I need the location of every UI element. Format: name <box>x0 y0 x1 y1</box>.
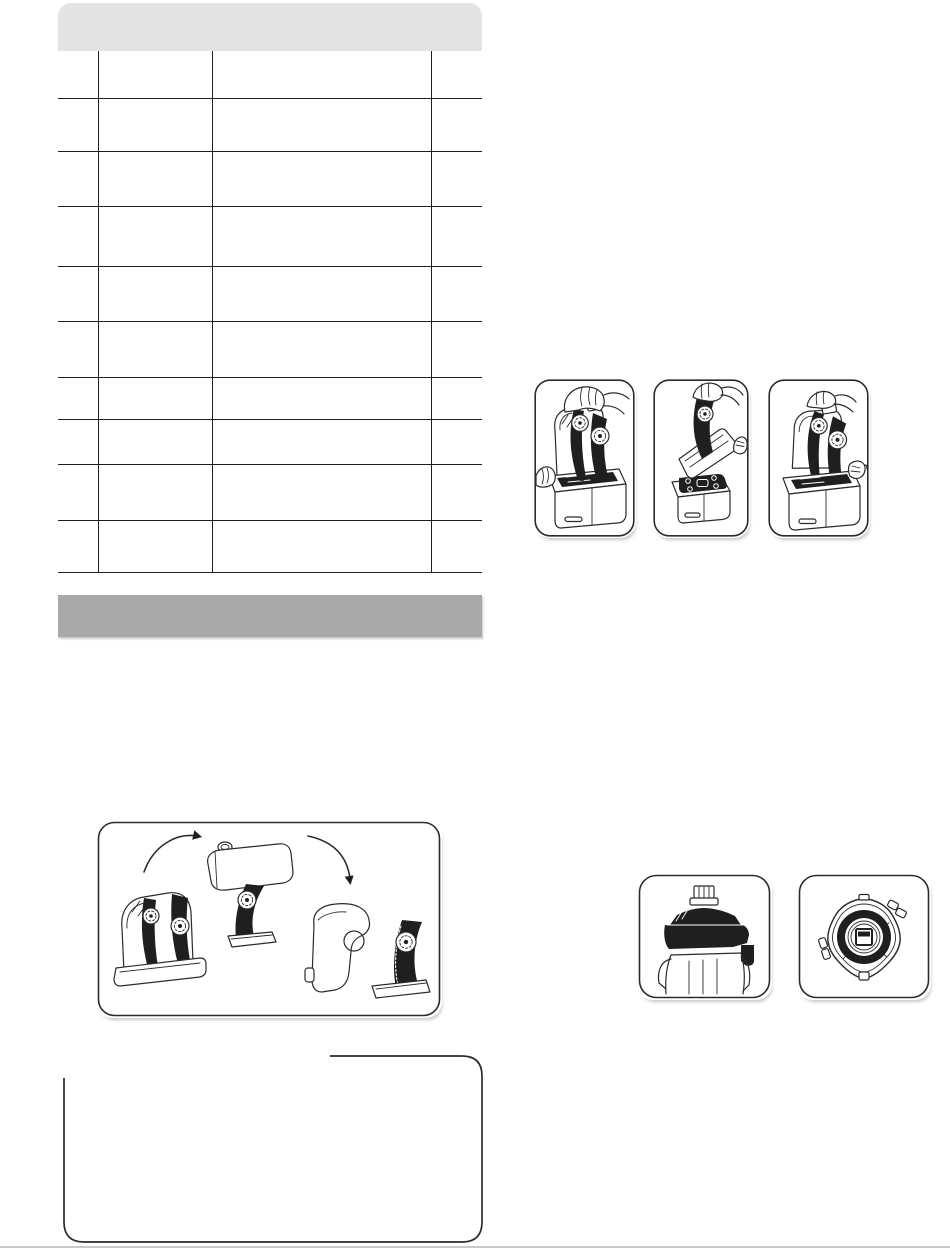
hand-on-top <box>564 387 629 414</box>
table-row <box>58 152 482 207</box>
figure-lid-top-view <box>797 873 931 1000</box>
table-cell <box>212 465 431 521</box>
table-cell <box>58 51 98 99</box>
table-cell <box>58 322 98 378</box>
table-cell <box>431 152 482 207</box>
storage-step-1-illustration <box>533 378 636 538</box>
table-cell <box>212 420 431 465</box>
hand-at-right <box>849 461 868 478</box>
table-cell <box>58 465 98 521</box>
lid-side-view-illustration <box>637 873 772 1000</box>
table-cell <box>212 521 431 573</box>
table-cell <box>212 51 431 99</box>
table-cell <box>212 322 431 378</box>
empty-notes-box <box>55 1046 491 1251</box>
table-cell <box>212 99 431 152</box>
table-cell <box>58 207 98 267</box>
rotate-sequence-illustration <box>96 820 442 1018</box>
hand-at-left <box>536 467 555 487</box>
table-row <box>58 51 482 99</box>
table-cell <box>58 152 98 207</box>
table-cell <box>98 465 212 521</box>
table-footer-band <box>58 595 482 637</box>
table-row <box>58 207 482 267</box>
figure-storage-step-1 <box>533 378 636 538</box>
table-cell <box>431 420 482 465</box>
table-cell <box>98 51 212 99</box>
table-cell <box>98 99 212 152</box>
table-cell <box>98 152 212 207</box>
parts-table <box>58 3 482 573</box>
table-cell <box>431 51 482 99</box>
table-cell <box>98 521 212 573</box>
table-cell <box>98 322 212 378</box>
table-cell <box>431 521 482 573</box>
tool-rotated-horizontal <box>208 842 293 947</box>
page-bottom-edge <box>0 1246 950 1248</box>
tool-upright-in-stand <box>114 893 206 986</box>
table-cell <box>212 207 431 267</box>
table-cell <box>431 378 482 420</box>
table-cell <box>431 465 482 521</box>
table-cell <box>58 521 98 573</box>
table-cell <box>431 322 482 378</box>
jar-body <box>659 953 750 994</box>
parts-table-body <box>58 51 482 573</box>
rotate-arrow-1 <box>144 830 202 872</box>
figure-lid-side-view <box>637 873 772 1000</box>
table-cell <box>98 267 212 322</box>
lid-top-view-illustration <box>797 873 931 1000</box>
hand-at-right <box>734 437 748 454</box>
table-cell <box>431 207 482 267</box>
measuring-cap <box>690 886 718 905</box>
table-cell <box>212 378 431 420</box>
table-cell <box>58 267 98 322</box>
table-cell <box>58 420 98 465</box>
table-row <box>58 99 482 152</box>
table-row <box>58 465 482 521</box>
table-cell <box>98 420 212 465</box>
table-cell <box>431 99 482 152</box>
center-cap-ring <box>837 910 891 964</box>
table-row <box>58 267 482 322</box>
rotate-arrow-2 <box>308 836 354 885</box>
parts-table-grid <box>58 51 482 573</box>
storage-step-3-illustration <box>767 378 870 538</box>
table-cell <box>431 267 482 322</box>
table-cell <box>212 152 431 207</box>
figure-storage-step-3 <box>767 378 870 538</box>
figure-rotate-sequence <box>96 820 442 1018</box>
separated-blade-on-base <box>372 920 430 998</box>
tool-blades <box>789 406 849 481</box>
table-row <box>58 322 482 378</box>
table-cell <box>58 378 98 420</box>
table-header-band <box>58 3 482 51</box>
table-cell <box>58 99 98 152</box>
table-row <box>58 521 482 573</box>
table-row <box>58 420 482 465</box>
table-cell <box>98 378 212 420</box>
table-row <box>58 378 482 420</box>
figure-storage-step-2 <box>652 378 750 538</box>
storage-base <box>783 471 860 530</box>
table-cell <box>212 267 431 322</box>
storage-base <box>549 469 626 528</box>
table-cell <box>98 207 212 267</box>
storage-step-2-illustration <box>652 378 750 538</box>
storage-base <box>672 474 730 523</box>
separated-cover-shell <box>305 904 370 992</box>
